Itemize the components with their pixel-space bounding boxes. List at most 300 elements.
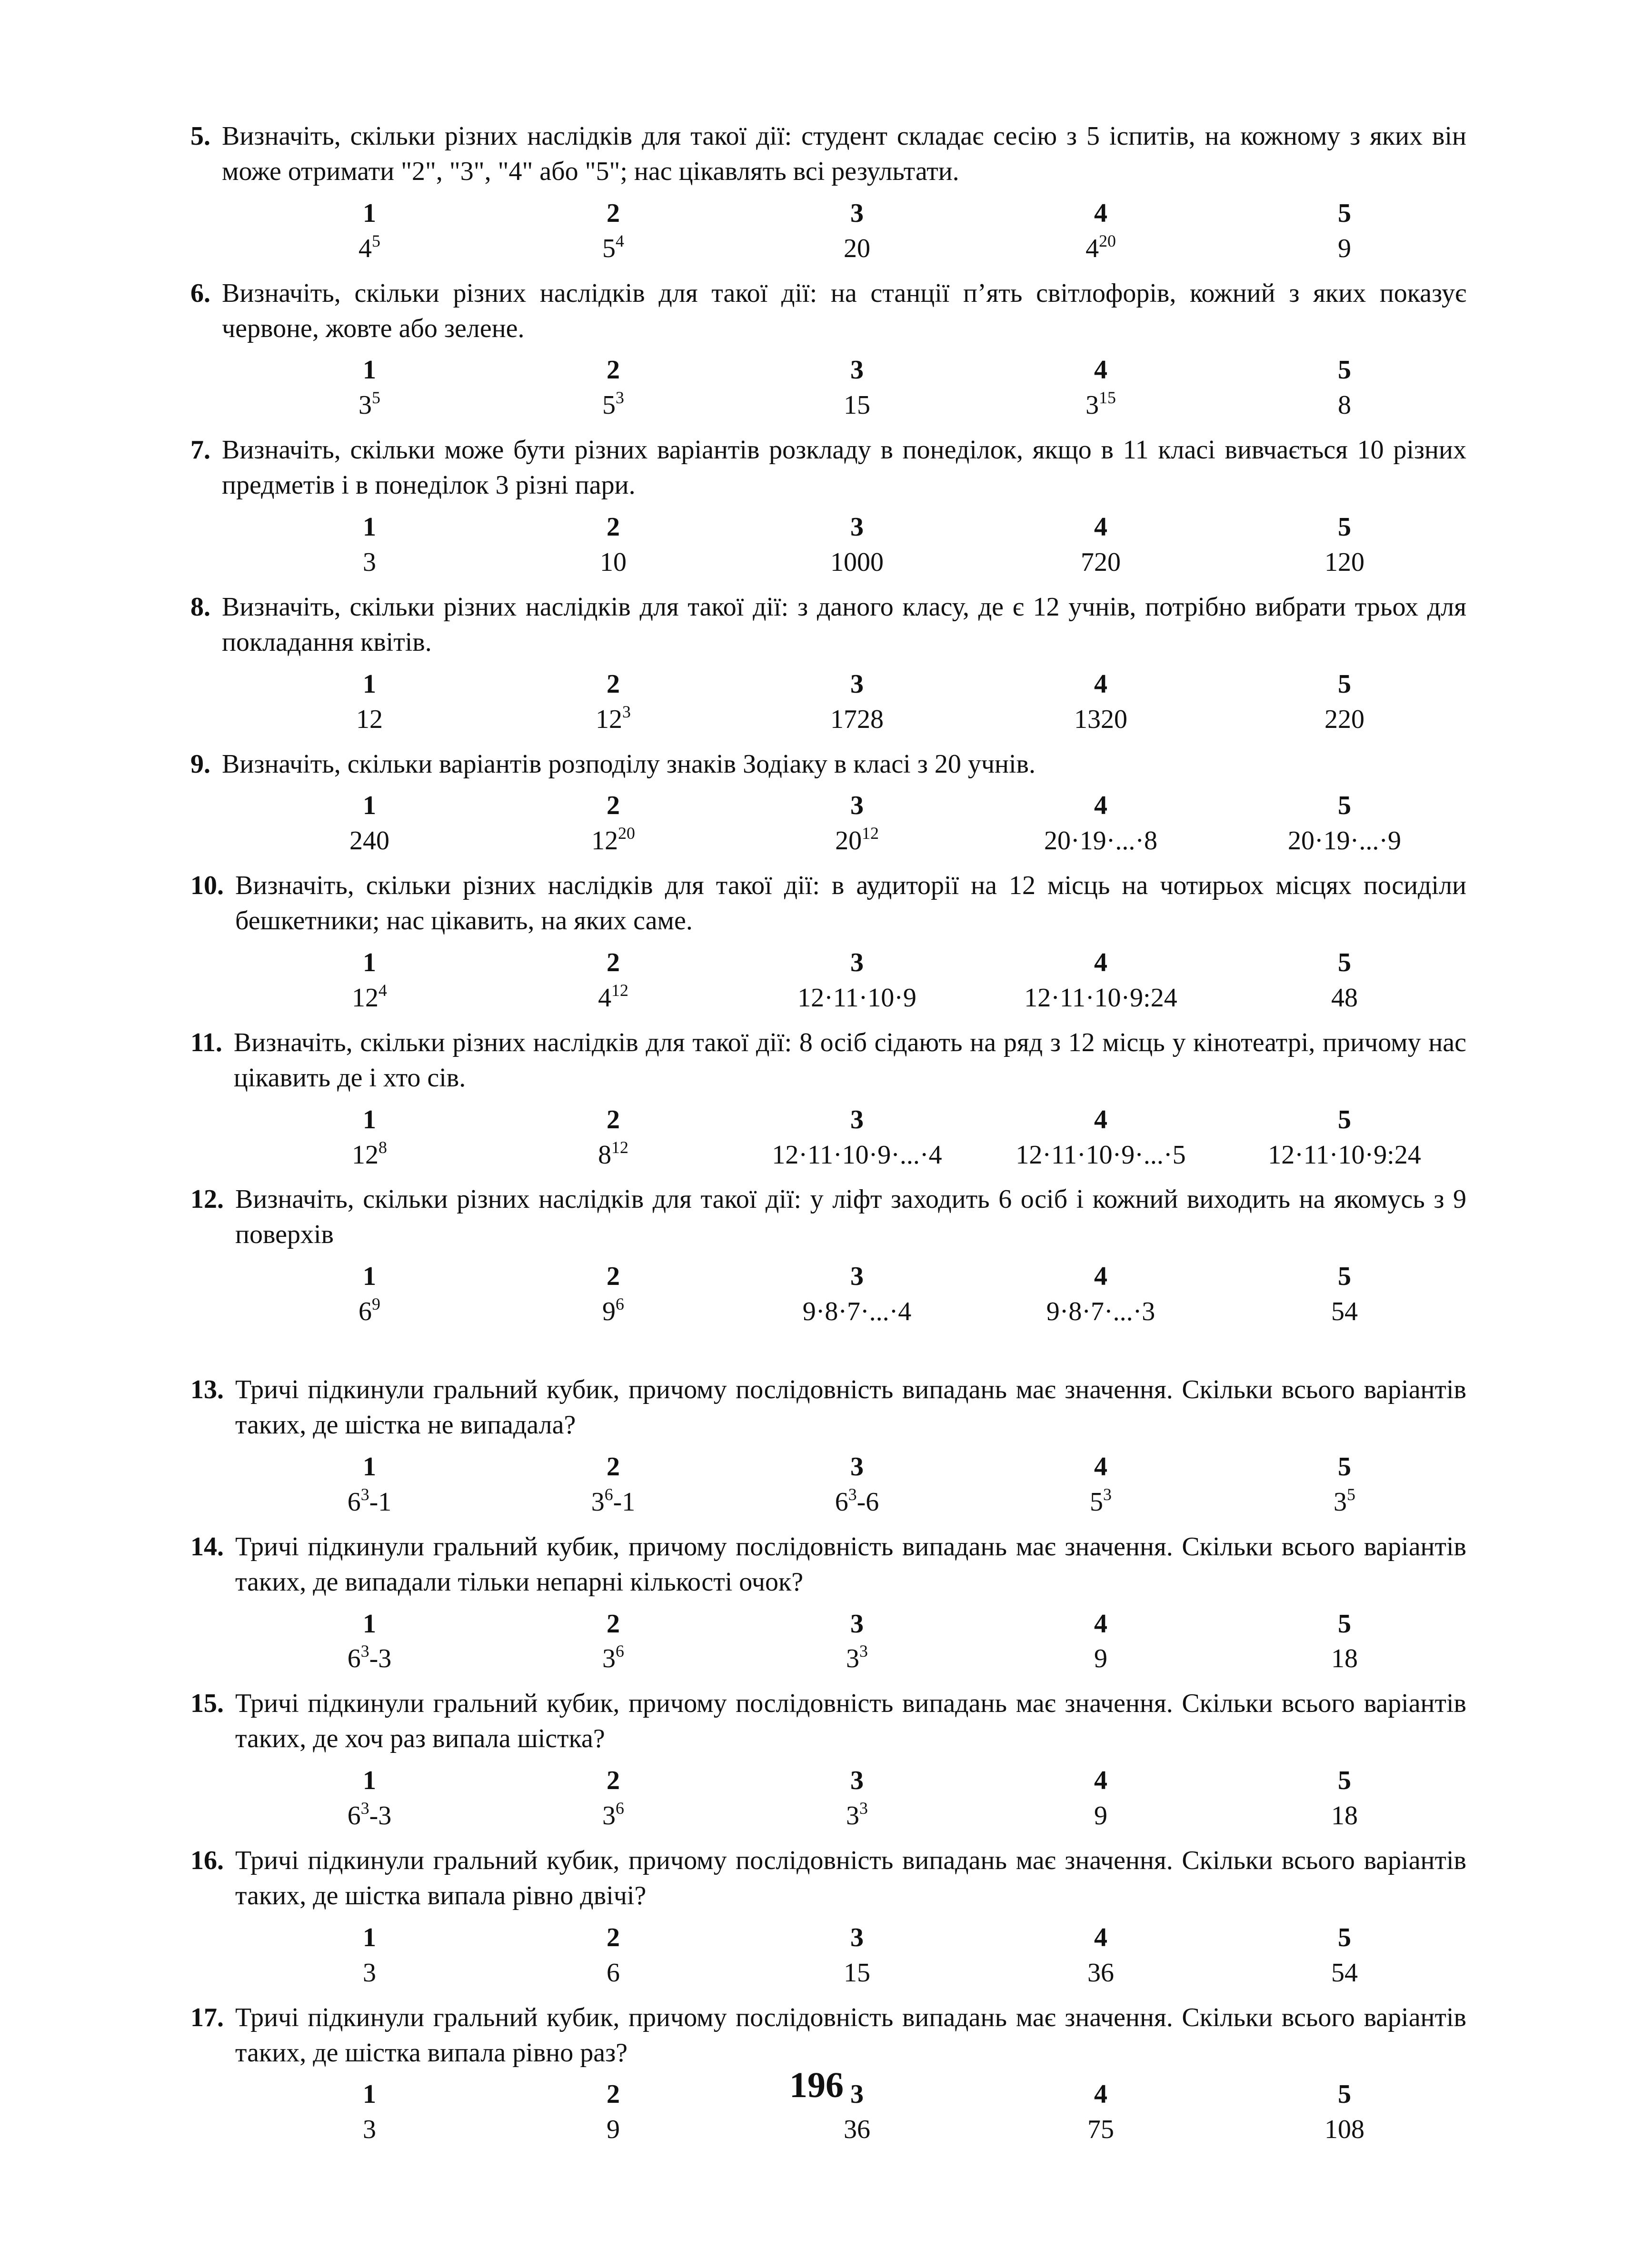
answer-option xyxy=(248,667,491,737)
value-exponent: 15 xyxy=(1099,388,1116,408)
answer-option xyxy=(735,1920,979,1991)
option-value xyxy=(1223,824,1466,859)
value-base: 6 xyxy=(835,1487,848,1517)
problem-number: 11. xyxy=(190,1027,222,1057)
option-label: 4 xyxy=(1094,1104,1107,1134)
value-base: 120 xyxy=(1324,547,1364,577)
problem xyxy=(190,1530,1466,1677)
value-exponent: 3 xyxy=(848,1484,857,1504)
option-value xyxy=(248,1138,491,1173)
value-base: 12 xyxy=(352,1140,379,1170)
option-label: 2 xyxy=(607,1452,620,1482)
answer-option xyxy=(979,1607,1223,1677)
value-base: 220 xyxy=(1324,704,1364,734)
option-label: 5 xyxy=(1338,198,1351,228)
problem-stem xyxy=(190,1530,1466,1600)
problem-number: 17. xyxy=(190,2002,224,2032)
value-base: 54 xyxy=(1331,1958,1358,1988)
answer-options xyxy=(248,1763,1466,1834)
option-value xyxy=(1223,1138,1466,1173)
option-label: 5 xyxy=(1338,1922,1351,1952)
option-value xyxy=(979,824,1223,859)
value-exponent: 20 xyxy=(618,824,635,843)
option-value xyxy=(735,388,979,423)
answer-option xyxy=(979,667,1223,737)
option-label: 4 xyxy=(1094,512,1107,542)
option-label: 5 xyxy=(1338,1452,1351,1482)
option-value xyxy=(979,1799,1223,1834)
option-value xyxy=(248,1641,491,1677)
problem xyxy=(190,276,1466,424)
answer-option xyxy=(248,1103,491,1173)
value-base: 15 xyxy=(844,390,870,420)
problem-number: 6. xyxy=(190,278,210,308)
value-base: 9 xyxy=(607,2115,620,2145)
option-value xyxy=(248,1485,491,1520)
answer-options xyxy=(248,788,1466,859)
answer-option xyxy=(1223,196,1466,267)
answer-option xyxy=(248,945,491,1016)
option-label: 2 xyxy=(607,1609,620,1639)
problem-number: 13. xyxy=(190,1375,224,1405)
answer-option xyxy=(491,667,735,737)
option-label: 1 xyxy=(363,1452,376,1482)
value-exponent: 4 xyxy=(378,980,387,1000)
value-exponent: 6 xyxy=(616,1798,624,1818)
option-label: 3 xyxy=(850,2079,864,2109)
problem-stem xyxy=(190,590,1466,660)
answer-option xyxy=(491,1103,735,1173)
problem-text: Визначіть, скільки різних наслідків для такої дії: в аудиторії на 12 місць на чотирьох місцях посиділи бешкетники; нас цікавить, на яких саме. xyxy=(235,871,1466,936)
problem-number: 12. xyxy=(190,1184,224,1214)
option-value xyxy=(735,1485,979,1520)
value-base: 4 xyxy=(598,983,612,1013)
option-label: 5 xyxy=(1338,1262,1351,1292)
answer-option xyxy=(1223,945,1466,1016)
value-exponent: 9 xyxy=(372,1294,380,1313)
option-value xyxy=(1223,1294,1466,1330)
answer-options xyxy=(248,196,1466,267)
value-base: 18 xyxy=(1331,1801,1358,1831)
option-value xyxy=(1223,388,1466,423)
answer-options xyxy=(248,945,1466,1016)
problem-number: 14. xyxy=(190,1532,224,1562)
option-value xyxy=(248,388,491,423)
option-value xyxy=(735,1956,979,1991)
answer-option xyxy=(1223,1259,1466,1330)
option-value xyxy=(979,702,1223,737)
option-value xyxy=(735,702,979,737)
answer-option xyxy=(491,1607,735,1677)
value-base: 9 xyxy=(1094,1644,1107,1674)
option-label: 5 xyxy=(1338,948,1351,978)
option-label: 3 xyxy=(850,1609,864,1639)
option-label: 3 xyxy=(850,198,864,228)
option-value xyxy=(1223,2112,1466,2148)
value-base: 20 xyxy=(835,826,862,856)
option-label: 3 xyxy=(850,1262,864,1292)
value-exponent: 5 xyxy=(372,388,380,408)
value-base: 75 xyxy=(1087,2115,1114,2145)
option-label: 1 xyxy=(363,1104,376,1134)
answer-option xyxy=(1223,1103,1466,1173)
value-exponent: 12 xyxy=(862,824,879,843)
option-value xyxy=(979,1641,1223,1677)
value-base: 18 xyxy=(1331,1644,1358,1674)
answer-option xyxy=(979,1450,1223,1520)
problem-text: Визначіть, скільки різних наслідків для такої дії: студент складає сесію з 5 іспитів, на кожному з яких він може отримати "2", "3", "4" або "5"; нас цікавлять всі результати. xyxy=(222,121,1466,186)
value-base: 36 xyxy=(844,2115,870,2145)
option-label: 5 xyxy=(1338,512,1351,542)
value-base: 4 xyxy=(358,233,372,263)
problem xyxy=(190,868,1466,1016)
problem-text: Визначіть, скільки може бути різних варіантів розкладу в понеділок, якщо в 11 класі вивчається 10 різних предметів і в понеділок 3 різні пари. xyxy=(222,435,1466,500)
answer-option xyxy=(735,510,979,580)
answer-options xyxy=(248,353,1466,423)
option-label: 5 xyxy=(1338,1766,1351,1796)
answer-option xyxy=(248,1259,491,1330)
option-value xyxy=(248,231,491,267)
option-value xyxy=(735,981,979,1016)
value-base: 3 xyxy=(358,390,372,420)
option-label: 3 xyxy=(850,512,864,542)
option-value xyxy=(979,1485,1223,1520)
value-base: 6 xyxy=(347,1487,361,1517)
problem xyxy=(190,747,1466,859)
option-value xyxy=(491,981,735,1016)
value-exponent: 6 xyxy=(616,1294,624,1313)
page-number: 196 xyxy=(789,2065,844,2105)
option-label: 4 xyxy=(1094,1452,1107,1482)
option-value xyxy=(979,981,1223,1016)
option-value xyxy=(248,702,491,737)
problem-text: Визначіть, скільки різних наслідків для такої дії: на станції п’ять світлофорів, кожний з яких показує червоне, жовте або зелене. xyxy=(222,278,1466,343)
value-exponent: 6 xyxy=(616,1641,624,1661)
option-label: 1 xyxy=(363,1766,376,1796)
answer-option xyxy=(735,353,979,423)
answer-option xyxy=(735,945,979,1016)
problem-text: Визначіть, скільки різних наслідків для такої дії: з даного класу, де є 12 учнів, потрібно вибрати трьох для покладання квітів. xyxy=(222,592,1466,657)
option-label: 3 xyxy=(850,791,864,821)
option-value xyxy=(1223,1485,1466,1520)
value-base: 3 xyxy=(591,1487,605,1517)
value-suffix: -1 xyxy=(369,1487,392,1517)
option-value xyxy=(735,1641,979,1677)
value-base: 8 xyxy=(1338,390,1351,420)
problem-text: Тричі підкинули гральний кубик, причому послідовність випадань має значення. Скільки всього варіантів таких, де хоч раз випала шістка? xyxy=(235,1689,1466,1754)
answer-option xyxy=(491,788,735,859)
option-value xyxy=(491,1294,735,1330)
option-value xyxy=(979,388,1223,423)
option-label: 5 xyxy=(1338,1104,1351,1134)
answer-options xyxy=(248,1259,1466,1330)
option-label: 3 xyxy=(850,1922,864,1952)
option-value xyxy=(979,1294,1223,1330)
option-value xyxy=(491,702,735,737)
value-base: 6 xyxy=(347,1644,361,1674)
value-base: 10 xyxy=(600,547,627,577)
option-label: 2 xyxy=(607,1262,620,1292)
problem-number: 10. xyxy=(190,871,224,901)
answer-options xyxy=(248,667,1466,737)
answer-option xyxy=(979,1763,1223,1834)
value-exponent: 5 xyxy=(1347,1484,1355,1504)
option-value xyxy=(248,981,491,1016)
answer-options xyxy=(248,1450,1466,1520)
value-base: 20 xyxy=(844,233,870,263)
problem-text: Визначіть, скільки різних наслідків для такої дії: 8 осіб сідають на ряд з 12 місць у кінотеатрі, причому нас цікавить де і хто сів. xyxy=(233,1027,1466,1093)
answer-option xyxy=(1223,667,1466,737)
answer-option xyxy=(1223,1920,1466,1991)
option-label: 1 xyxy=(363,512,376,542)
problem-stem xyxy=(190,276,1466,347)
value-base: 240 xyxy=(349,826,389,856)
option-label: 3 xyxy=(850,355,864,385)
answer-option xyxy=(248,1920,491,1991)
option-value xyxy=(491,545,735,580)
option-value xyxy=(248,1294,491,1330)
answer-option xyxy=(735,1607,979,1677)
answer-option xyxy=(1223,788,1466,859)
answer-option xyxy=(248,1763,491,1834)
option-value xyxy=(735,1138,979,1173)
answer-option xyxy=(735,1763,979,1834)
problem-text: Тричі підкинули гральний кубик, причому послідовність випадань має значення. Скільки всього варіантів таких, де шістка випала рівно раз? xyxy=(235,2002,1466,2068)
option-value xyxy=(491,2112,735,2148)
option-label: 4 xyxy=(1094,791,1107,821)
value-exponent: 3 xyxy=(622,702,631,721)
option-label: 3 xyxy=(850,1104,864,1134)
answer-options xyxy=(248,1920,1466,1991)
option-label: 2 xyxy=(607,791,620,821)
option-value xyxy=(735,1294,979,1330)
option-value xyxy=(1223,231,1466,267)
problem-stem xyxy=(190,1686,1466,1757)
option-value xyxy=(248,824,491,859)
answer-option xyxy=(491,1259,735,1330)
answer-option xyxy=(491,353,735,423)
problem-list xyxy=(190,119,1466,2157)
option-value xyxy=(1223,545,1466,580)
problem-text: Тричі підкинули гральний кубик, причому послідовність випадань має значення. Скільки всього варіантів таких, де шістка випала рівно двічі? xyxy=(235,1845,1466,1910)
option-value xyxy=(979,231,1223,267)
problem-stem xyxy=(190,1025,1466,1096)
option-label: 4 xyxy=(1094,1609,1107,1639)
option-value xyxy=(491,1956,735,1991)
value-base: 3 xyxy=(1334,1487,1347,1517)
problem-text: Визначіть, скільки різних наслідків для такої дії: у ліфт заходить 6 осіб і кожний виходить на якомусь з 9 поверхів xyxy=(235,1184,1466,1250)
option-value xyxy=(1223,981,1466,1016)
answer-option xyxy=(979,1920,1223,1991)
value-exponent: 5 xyxy=(372,231,380,250)
answer-option xyxy=(1223,1763,1466,1834)
answer-option xyxy=(491,196,735,267)
option-label: 1 xyxy=(363,948,376,978)
option-label: 2 xyxy=(607,1922,620,1952)
option-value xyxy=(735,231,979,267)
option-value xyxy=(491,1138,735,1173)
option-label: 1 xyxy=(363,2079,376,2109)
option-label: 5 xyxy=(1338,2079,1351,2109)
answer-option xyxy=(735,1103,979,1173)
value-exponent: 6 xyxy=(604,1484,613,1504)
answer-option xyxy=(735,788,979,859)
value-base: 6 xyxy=(607,1958,620,1988)
option-label: 3 xyxy=(850,948,864,978)
option-label: 5 xyxy=(1338,669,1351,699)
problem-stem xyxy=(190,119,1466,189)
option-label: 3 xyxy=(850,669,864,699)
problem-number: 16. xyxy=(190,1845,224,1875)
problem xyxy=(190,1686,1466,1834)
problem-stem xyxy=(190,2000,1466,2071)
value-base: 3 xyxy=(363,1958,376,1988)
answer-option xyxy=(1223,1450,1466,1520)
answer-option xyxy=(735,196,979,267)
answer-option xyxy=(491,1763,735,1834)
option-label: 5 xyxy=(1338,355,1351,385)
problem-number: 5. xyxy=(190,121,210,151)
value-base: 12 xyxy=(591,826,618,856)
value-base: 5 xyxy=(602,390,616,420)
option-label: 4 xyxy=(1094,1262,1107,1292)
value-base: 9·8·7·...·3 xyxy=(1046,1297,1155,1327)
option-label: 2 xyxy=(607,2079,620,2109)
option-label: 1 xyxy=(363,1262,376,1292)
option-value xyxy=(491,1485,735,1520)
section-gap xyxy=(190,1339,1466,1373)
option-label: 1 xyxy=(363,1609,376,1639)
value-base: 720 xyxy=(1081,547,1121,577)
answer-options xyxy=(248,1103,1466,1173)
value-base: 12·11·10·9:24 xyxy=(1024,983,1177,1013)
value-exponent: 3 xyxy=(360,1641,369,1661)
value-base: 1000 xyxy=(830,547,884,577)
problem xyxy=(190,1182,1466,1330)
value-base: 4 xyxy=(1085,233,1099,263)
problem-stem xyxy=(190,433,1466,503)
value-base: 3 xyxy=(602,1801,616,1831)
value-base: 20·19·...·8 xyxy=(1044,826,1157,856)
answer-option xyxy=(248,788,491,859)
option-label: 1 xyxy=(363,198,376,228)
option-value xyxy=(735,1799,979,1834)
option-label: 4 xyxy=(1094,669,1107,699)
option-value xyxy=(248,1799,491,1834)
option-value xyxy=(979,1138,1223,1173)
value-suffix: -3 xyxy=(369,1801,392,1831)
answer-option xyxy=(1223,510,1466,580)
option-label: 2 xyxy=(607,948,620,978)
problem-text: Визначіть, скільки варіантів розподілу знаків Зодіаку в класі з 20 учнів. xyxy=(222,749,1036,779)
value-suffix: -1 xyxy=(613,1487,636,1517)
option-label: 2 xyxy=(607,512,620,542)
value-base: 3 xyxy=(846,1644,860,1674)
answer-option xyxy=(979,196,1223,267)
value-base: 12 xyxy=(596,704,623,734)
option-value xyxy=(248,2112,491,2148)
value-base: 12·11·10·9·...·5 xyxy=(1016,1140,1186,1170)
answer-option xyxy=(735,667,979,737)
value-suffix: -6 xyxy=(856,1487,879,1517)
answer-option xyxy=(248,353,491,423)
option-value xyxy=(1223,1956,1466,1991)
option-label: 1 xyxy=(363,669,376,699)
value-base: 6 xyxy=(347,1801,361,1831)
option-value xyxy=(491,388,735,423)
value-base: 1320 xyxy=(1074,704,1127,734)
answer-option xyxy=(491,1920,735,1991)
option-value xyxy=(491,231,735,267)
value-suffix: -3 xyxy=(369,1644,392,1674)
option-label: 1 xyxy=(363,791,376,821)
answer-option xyxy=(491,945,735,1016)
option-value xyxy=(1223,1641,1466,1677)
option-label: 4 xyxy=(1094,2079,1107,2109)
problem-number: 9. xyxy=(190,749,210,779)
option-label: 4 xyxy=(1094,948,1107,978)
problem-text: Тричі підкинули гральний кубик, причому послідовність випадань має значення. Скільки всього варіантів таких, де шістка не випадала? xyxy=(235,1375,1466,1440)
value-base: 3 xyxy=(1085,390,1099,420)
answer-option xyxy=(491,510,735,580)
problem-stem xyxy=(190,1373,1466,1443)
option-label: 2 xyxy=(607,1104,620,1134)
value-base: 12 xyxy=(356,704,383,734)
value-base: 36 xyxy=(1087,1958,1114,1988)
value-exponent: 4 xyxy=(616,231,624,250)
problem-stem xyxy=(190,1182,1466,1253)
value-exponent: 3 xyxy=(859,1798,868,1818)
value-base: 6 xyxy=(358,1297,372,1327)
answer-option xyxy=(979,1259,1223,1330)
value-exponent: 3 xyxy=(1103,1484,1112,1504)
option-label: 3 xyxy=(850,1766,864,1796)
option-value xyxy=(1223,702,1466,737)
value-exponent: 12 xyxy=(611,980,628,1000)
problem-text: Тричі підкинули гральний кубик, причому послідовність випадань має значення. Скільки всього варіантів таких, де випадали тільки непарні кількості очок? xyxy=(235,1532,1466,1597)
problem-number: 15. xyxy=(190,1689,224,1719)
option-label: 1 xyxy=(363,355,376,385)
value-exponent: 12 xyxy=(611,1137,628,1157)
answer-option xyxy=(248,1450,491,1520)
value-base: 12·11·10·9·...·4 xyxy=(772,1140,942,1170)
answer-option xyxy=(979,510,1223,580)
answer-option xyxy=(735,1450,979,1520)
option-label: 4 xyxy=(1094,355,1107,385)
option-value xyxy=(735,2112,979,2148)
answer-option xyxy=(491,1450,735,1520)
value-exponent: 8 xyxy=(378,1137,387,1157)
value-base: 9·8·7·...·4 xyxy=(802,1297,912,1327)
value-base: 9 xyxy=(602,1297,616,1327)
problem-stem xyxy=(190,747,1466,782)
option-value xyxy=(979,1956,1223,1991)
value-base: 3 xyxy=(363,2115,376,2145)
option-value xyxy=(735,824,979,859)
option-value xyxy=(979,545,1223,580)
answer-option xyxy=(248,196,491,267)
value-base: 15 xyxy=(844,1958,870,1988)
option-label: 4 xyxy=(1094,1922,1107,1952)
answer-options xyxy=(248,1607,1466,1677)
answer-option xyxy=(248,510,491,580)
value-base: 12 xyxy=(352,983,379,1013)
value-base: 1728 xyxy=(830,704,884,734)
answer-option xyxy=(735,1259,979,1330)
option-value xyxy=(491,1641,735,1677)
value-base: 54 xyxy=(1331,1297,1358,1327)
value-base: 8 xyxy=(598,1140,612,1170)
